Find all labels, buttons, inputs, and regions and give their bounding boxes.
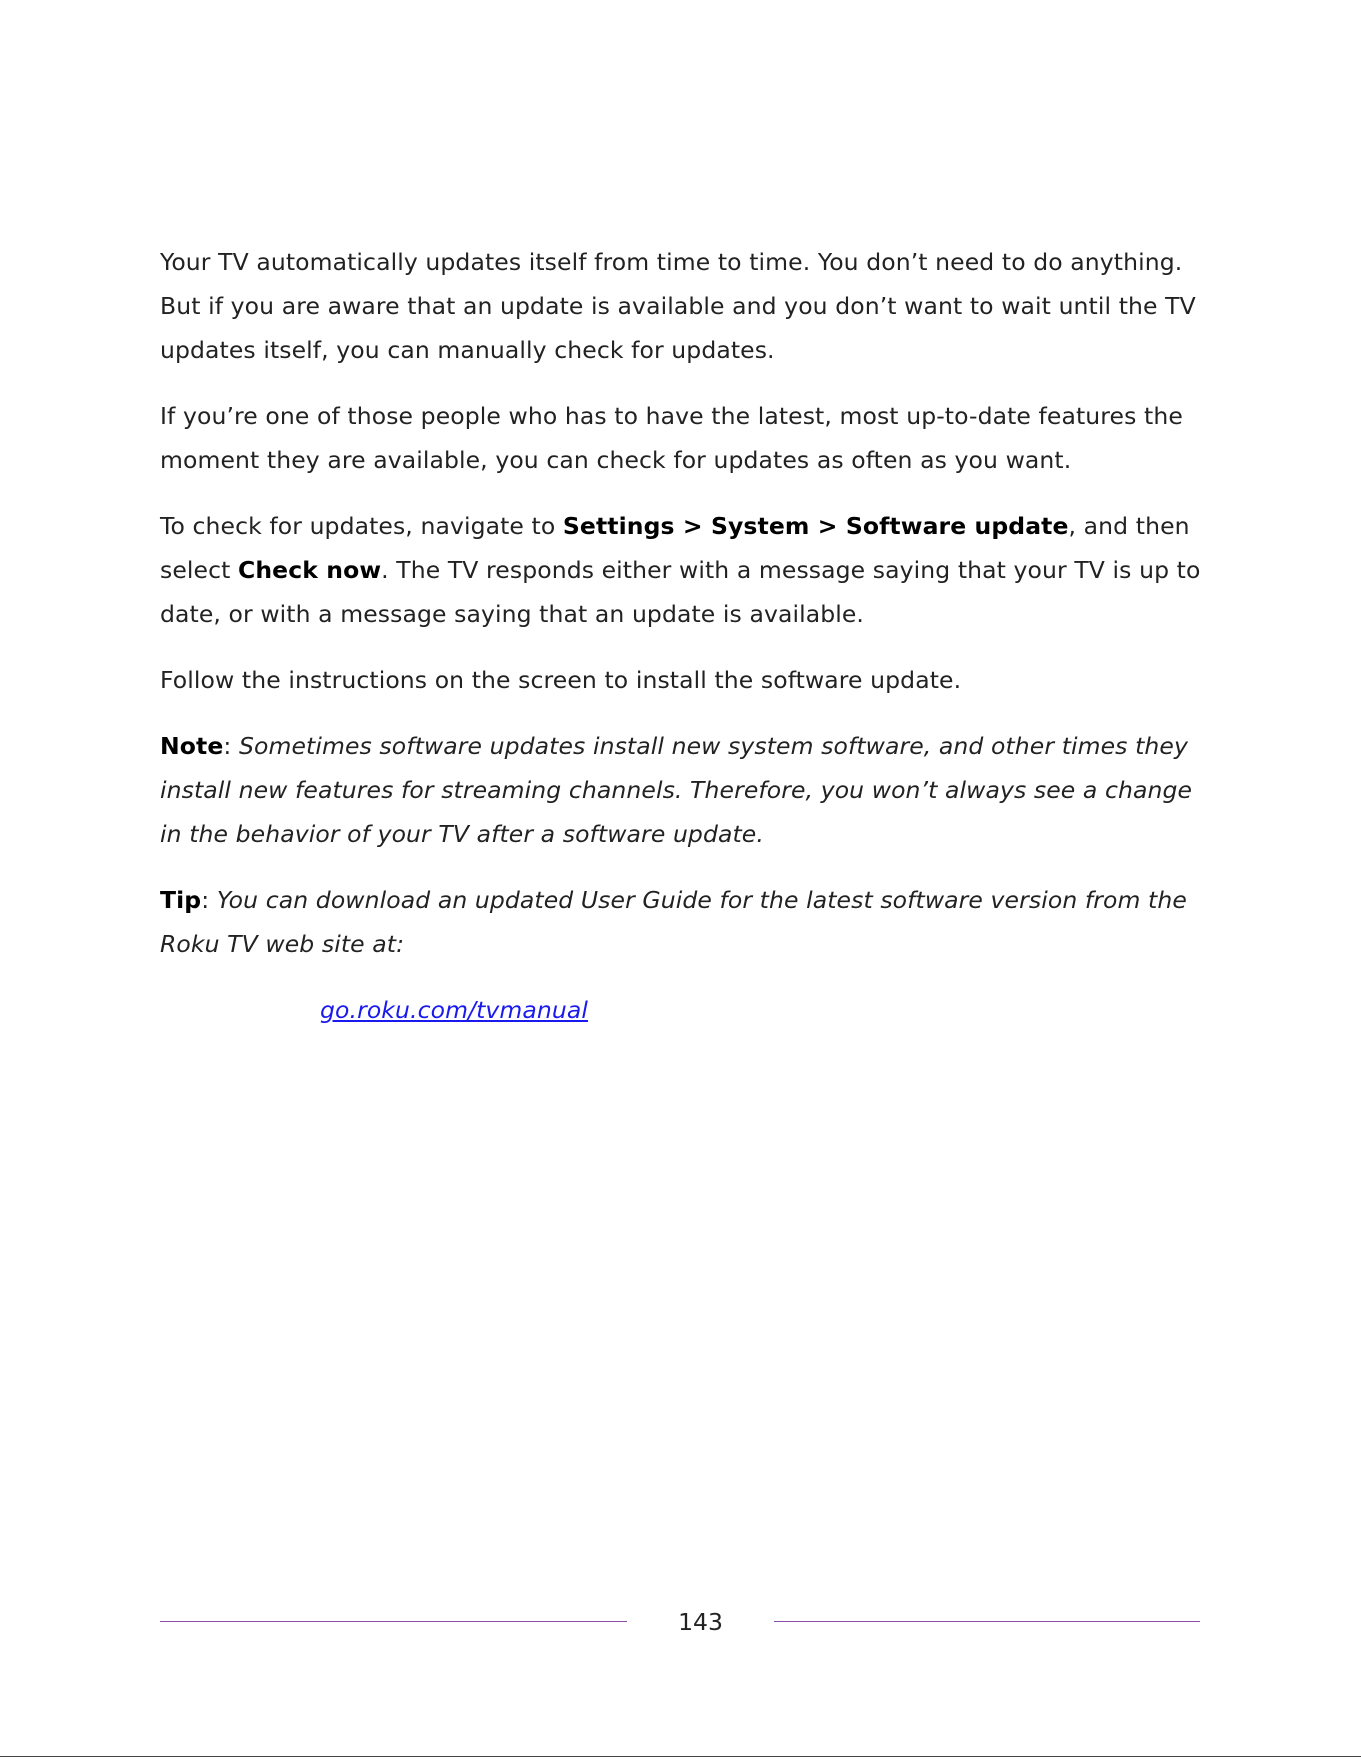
- tip-separator: :: [201, 886, 217, 914]
- page-bottom-edge: [0, 1756, 1361, 1757]
- note-text: Sometimes software updates install new system software, and other times they install new features for streaming channels. Therefore, you won’t always see a change in the behavior of your TV after a software update.: [160, 732, 1193, 848]
- paragraph-latest-features: If you’re one of those people who has to have the latest, most up-to-date features the moment they are available, you can check for updates as often as you want.: [160, 402, 1183, 474]
- tip-text: You can download an updated User Guide for the latest software version from the Roku TV web site at:: [160, 886, 1187, 958]
- note-label: Note: [160, 732, 224, 760]
- paragraph-auto-update: Your TV automatically updates itself from time to time. You don’t need to do anything. But if you are aware that an update is available and you don’t want to wait until the TV updates itself, you can manually check for updates.: [160, 248, 1196, 364]
- paragraph-follow-instructions: Follow the instructions on the screen to install the software update.: [160, 666, 962, 694]
- check-updates-text-3: . The TV responds either with a message saying that your TV is up to date, or with a message saying that an update is available.: [160, 556, 1201, 628]
- footer-rule-right: [774, 1621, 1200, 1622]
- paragraph-check-updates: [160, 504, 1210, 636]
- check-now-label: Check now: [238, 556, 382, 584]
- footer-rule-left: [160, 1621, 627, 1622]
- check-updates-text-1: To check for updates, navigate to: [160, 512, 563, 540]
- document-body: [160, 240, 1210, 1054]
- settings-path: Settings > System > Software update: [562, 512, 1069, 540]
- manual-link[interactable]: go.roku.com/tvmanual: [320, 996, 589, 1024]
- tip-label: Tip: [160, 886, 202, 914]
- page-footer: [160, 1600, 1200, 1644]
- check-updates-text-2: , and then select: [160, 512, 1190, 584]
- manual-link-line: [160, 988, 1210, 1032]
- note-separator: :: [223, 732, 239, 760]
- tip-paragraph: [160, 878, 1210, 966]
- note-paragraph: [160, 724, 1210, 856]
- page-number: 143: [678, 1608, 723, 1636]
